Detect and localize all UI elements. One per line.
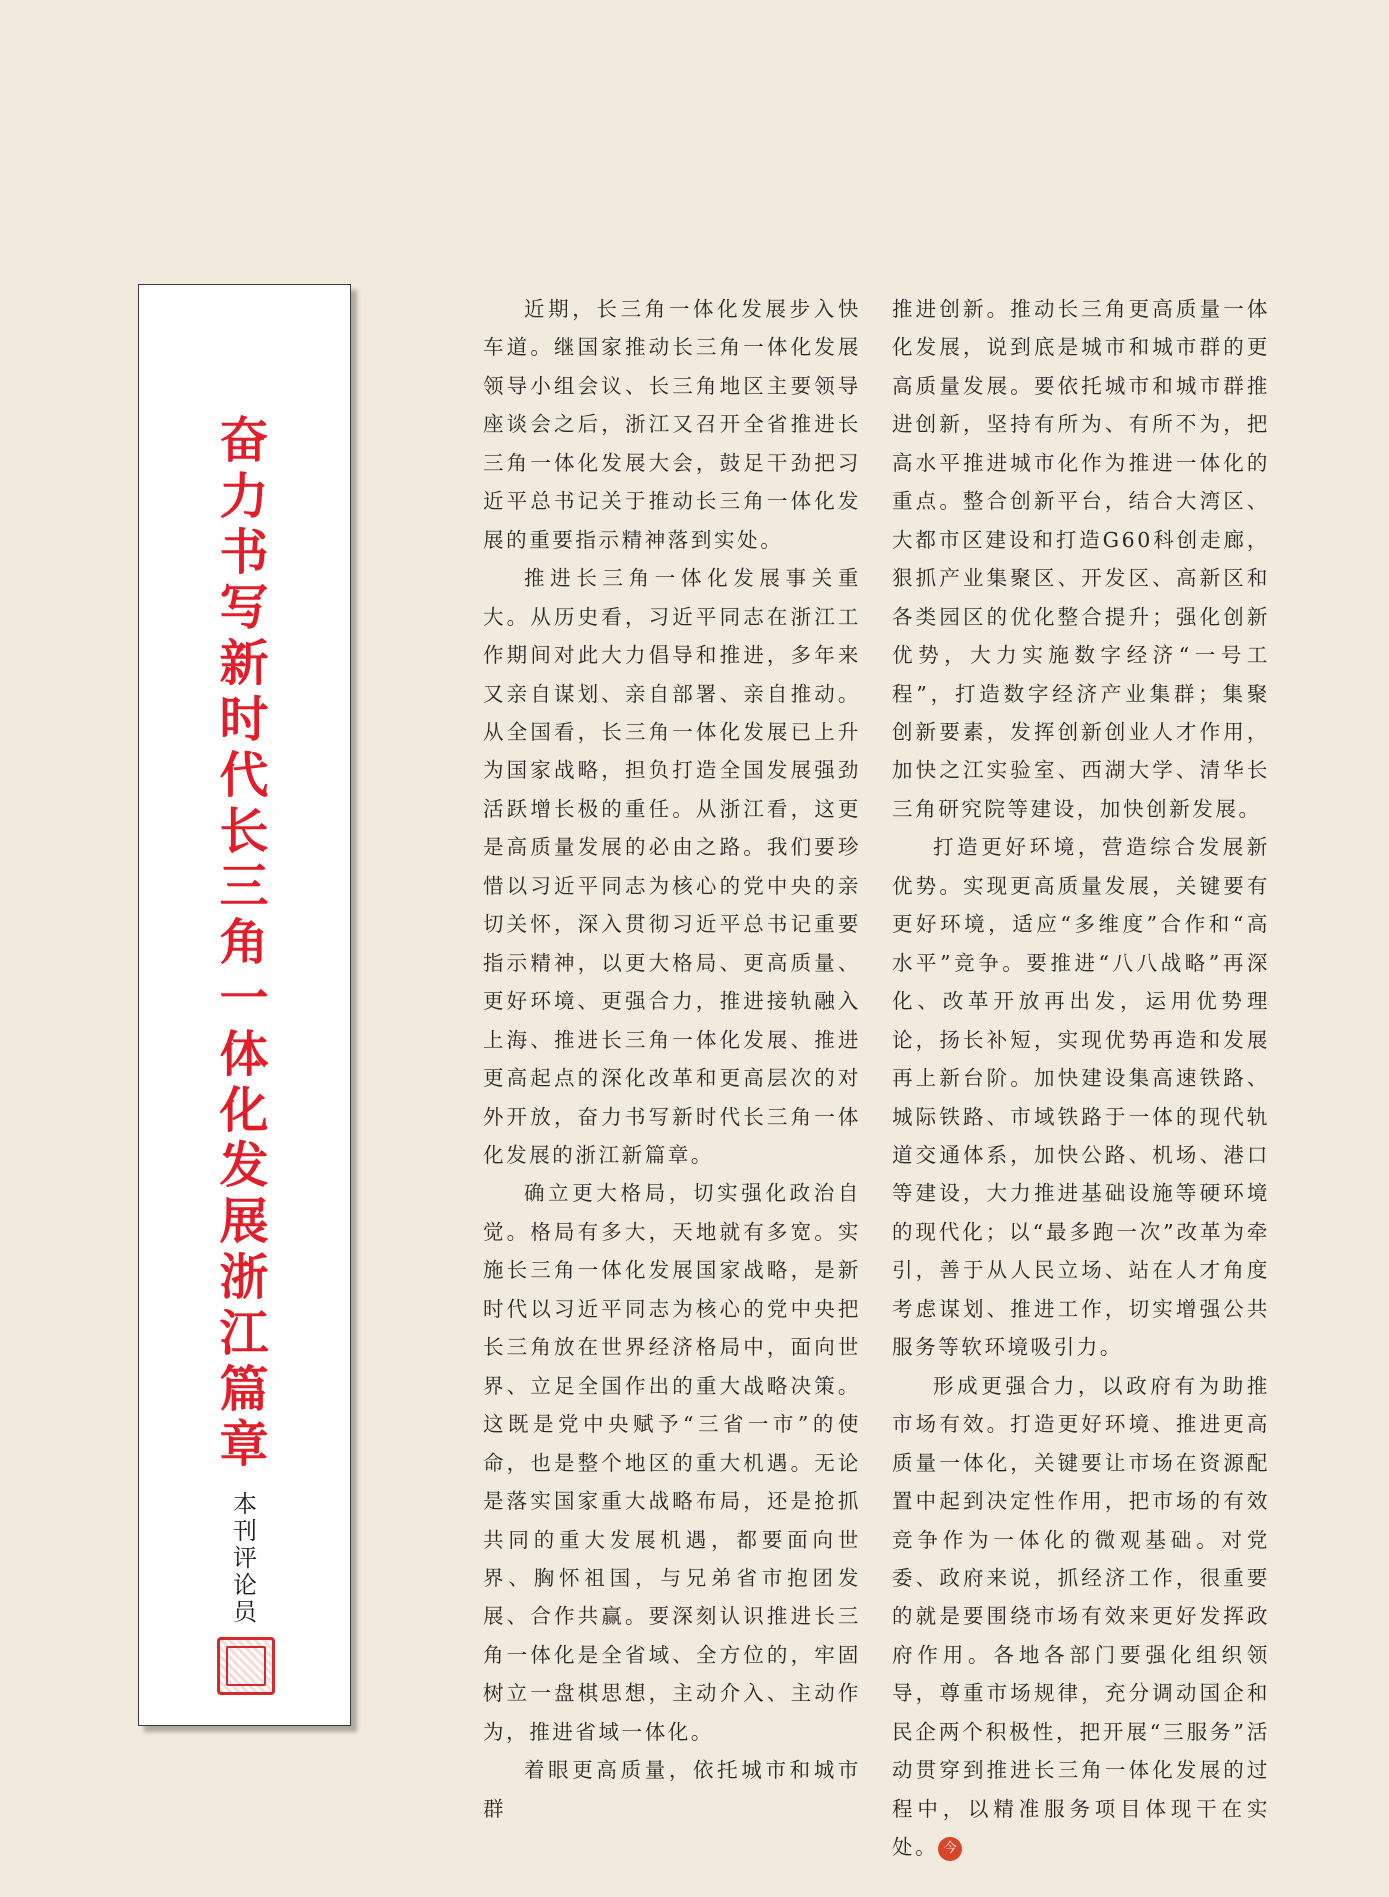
paragraph: 推进长三角一体化发展事关重大。从历史看，习近平同志在浙江工作期间对此大力倡导和推进，多年来又亲自谋划、亲自部署、亲自推动。从全国看，长三角一体化发展已上升为国家战略，担负打造全国发展强劲活跃增长极的重任。从浙江看，这更是高质量发展的必由之路。我们要珍惜以习近平同志为核心的党中央的亲切关怀，深入贯彻习近平总书记重要指示精神，以更大格局、更高质量、更好环境、更强合力，推进接轨融入上海、推进长三角一体化发展、推进更高起点的深化改革和更高层次的对外开放，奋力书写新时代长三角一体化发展的浙江新篇章。 xyxy=(483,566,861,1167)
title-panel xyxy=(138,284,351,1726)
seal-stamp-icon xyxy=(217,1637,275,1695)
article-title: 奋力书写新时代长三角一体化发展浙江篇章 xyxy=(219,412,269,1474)
paragraph-continued: 推进创新。推动长三角更高质量一体化发展，说到底是城市和城市群的更高质量发展。要依托城市和城市群推进创新，坚持有所为、有所不为，把高水平推进城市化作为推进一体化的重点。整合创新平台，结合大湾区、大都市区建设和打造G60科创走廊，狠抓产业集聚区、开发区、高新区和各类园区的优化整合提升；强化创新优势，大力实施数字经济“一号工程”，打造数字经济产业集群；集聚创新要素，发挥创新创业人才作用，加快之江实验室、西湖大学、清华长三角研究院等建设，加快创新发展。 xyxy=(892,297,1270,821)
byline: 本刊评论员 xyxy=(233,1490,257,1626)
paragraph-text: 形成更强合力，以政府有为助推市场有效。打造更好环境、推进更高质量一体化，关键要让市场在资源配置中起到决定性作用，把市场的有效竞争作为一体化的微观基础。对党委、政府来说，抓经济工作，很重要的就是要围绕市场有效来更好发挥政府作用。各地各部门要强化组织领导，尊重市场规律，充分调动国企和民企两个积极性，把开展“三服务”活动贯穿到推进长三角一体化发展的过程中，以精准服务项目体现干在实处。 xyxy=(892,1373,1270,1860)
paragraph: 打造更好环境，营造综合发展新优势。实现更高质量发展，关键要有更好环境，适应“多维度”合作和“高水平”竞争。要推进“八八战略”再深化、改革开放再出发，运用优势理论，扬长补短，实现优势再造和发展再上新台阶。加快建设集高速铁路、城际铁路、市域铁路于一体的现代轨道交通体系，加快公路、机场、港口等建设，大力推进基础设施等硬环境的现代化；以“最多跑一次”改革为牵引，善于从人民立场、站在人才角度考虑谋划、推进工作，切实增强公共服务等软环境吸引力。 xyxy=(892,835,1270,1360)
paragraph-last xyxy=(892,1367,1270,1867)
paragraph: 近期，长三角一体化发展步入快车道。继国家推动长三角一体化发展领导小组会议、长三角地区主要领导座谈会之后，浙江又召开全省推进长三角一体化发展大会，鼓足干劲把习近平总书记关于推动长三角一体化发展的重要指示精神落到实处。 xyxy=(483,297,861,552)
body-column-right xyxy=(892,290,1270,1867)
paragraph: 着眼更高质量，依托城市和城市群 xyxy=(483,1758,861,1821)
end-mark-icon: 今 xyxy=(938,1837,962,1861)
body-column-left xyxy=(483,290,861,1828)
paragraph: 确立更大格局，切实强化政治自觉。格局有多大，天地就有多宽。实施长三角一体化发展国家战略，是新时代以习近平同志为核心的党中央把长三角放在世界经济格局中，面向世界、立足全国作出的重大战略决策。这既是党中央赋予“三省一市”的使命，也是整个地区的重大机遇。无论是落实国家重大战略布局，还是抢抓共同的重大发展机遇，都要面向世界、胸怀祖国，与兄弟省市抱团发展、合作共赢。要深刻认识推进长三角一体化是全省域、全方位的，牢固树立一盘棋思想，主动介入、主动作为，推进省域一体化。 xyxy=(483,1181,861,1744)
